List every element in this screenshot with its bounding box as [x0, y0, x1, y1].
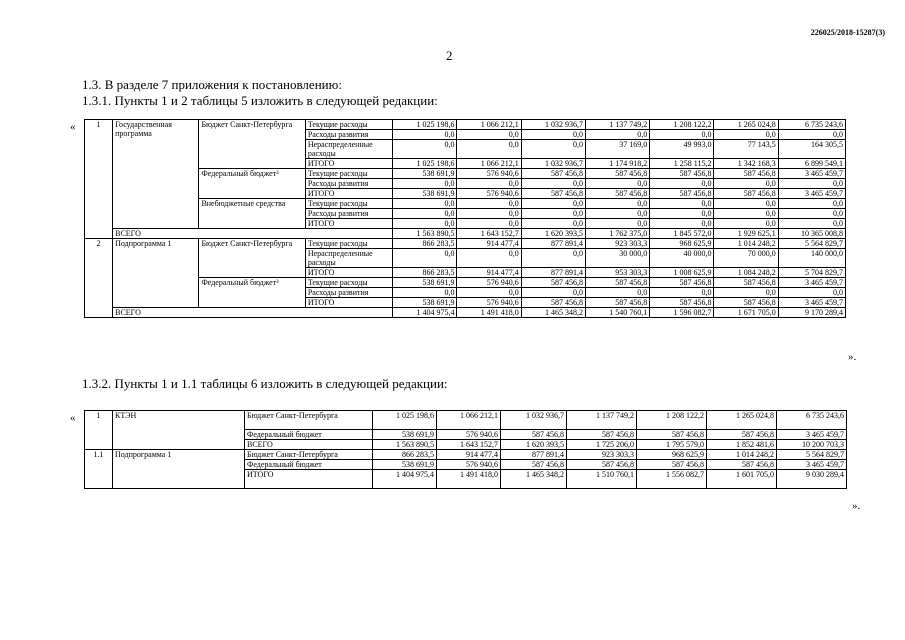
expense-type: ИТОГО [305, 298, 392, 308]
table-row [85, 239, 846, 249]
table-row [85, 278, 846, 288]
value-cell: 0,0 [521, 199, 585, 209]
total-label: ВСЕГО [113, 308, 393, 318]
value-cell: 5 564 829,7 [778, 239, 845, 249]
value-cell: 877 891,4 [501, 450, 567, 460]
program-name: Государственная программа [113, 120, 199, 229]
subsection-heading-table5: 1.3.1. Пункты 1 и 2 таблицы 5 изложить в следующей редакции: [82, 93, 438, 108]
value-cell: 587 456,8 [567, 460, 637, 470]
value-cell: 1 601 705,0 [707, 470, 777, 489]
value-cell: 0,0 [457, 209, 521, 219]
value-cell: 587 456,8 [637, 460, 707, 470]
value-cell: 1 084 248,2 [714, 268, 778, 278]
value-cell: 1 032 936,7 [521, 120, 585, 130]
value-cell: 953 303,3 [585, 268, 649, 278]
value-cell: 49 993,0 [650, 140, 714, 159]
table-5 [84, 119, 846, 318]
value-cell: 0,0 [650, 130, 714, 140]
expense-type: Нераспределенные расходы [305, 249, 392, 268]
value-cell: 0,0 [521, 249, 585, 268]
value-cell: 1 556 082,7 [637, 470, 707, 489]
value-cell: 1 137 749,2 [567, 411, 637, 430]
expense-type: ИТОГО [305, 159, 392, 169]
expense-type: Нераспределенные расходы [305, 140, 392, 159]
value-cell: 587 456,8 [585, 298, 649, 308]
value-cell: 0,0 [393, 140, 457, 159]
value-cell: 1 620 393,5 [521, 229, 585, 239]
value-cell: 1 258 115,2 [650, 159, 714, 169]
value-cell: 1 491 418,0 [457, 308, 521, 318]
value-cell: 1 137 749,2 [585, 120, 649, 130]
table-row-total [85, 308, 846, 318]
value-cell: 1 066 212,1 [437, 411, 501, 430]
value-cell: 0,0 [778, 199, 845, 209]
value-cell: 0,0 [521, 209, 585, 219]
value-cell: 0,0 [585, 288, 649, 298]
value-cell: 1 795 579,0 [637, 440, 707, 450]
value-cell: 587 456,8 [585, 278, 649, 288]
row-number: 1 [85, 411, 113, 450]
funding-source: Внебюджетные средства [199, 199, 305, 229]
value-cell: 6 735 243,6 [777, 411, 847, 430]
funding-source: Федеральный бюджет [245, 460, 373, 470]
value-cell: 866 283,5 [373, 450, 437, 460]
expense-type: ИТОГО [305, 219, 392, 229]
value-cell: 0,0 [393, 219, 457, 229]
value-cell: 587 456,8 [650, 298, 714, 308]
value-cell: 587 456,8 [501, 460, 567, 470]
value-cell: 1 845 572,0 [650, 229, 714, 239]
value-cell: 587 456,8 [707, 430, 777, 440]
expense-type: Расходы развития [305, 130, 392, 140]
value-cell: 3 465 459,7 [778, 298, 845, 308]
value-cell: 0,0 [393, 179, 457, 189]
value-cell: 0,0 [714, 209, 778, 219]
document-number: 226025/2018-15287(3) [810, 28, 885, 37]
value-cell: 1 208 122,2 [637, 411, 707, 430]
value-cell: 576 940,6 [437, 460, 501, 470]
value-cell: 0,0 [457, 130, 521, 140]
open-quote-table6: « [70, 412, 76, 424]
value-cell: 0,0 [393, 249, 457, 268]
value-cell: 1 014 248,2 [707, 450, 777, 460]
value-cell: 140 000,0 [778, 249, 845, 268]
value-cell: 1 929 625,1 [714, 229, 778, 239]
value-cell: 538 691,9 [393, 189, 457, 199]
value-cell: 587 456,8 [650, 169, 714, 179]
value-cell: 0,0 [714, 219, 778, 229]
close-quote-table5: ». [848, 351, 857, 363]
value-cell: 0,0 [393, 199, 457, 209]
value-cell: 6 899 549,1 [778, 159, 845, 169]
table-6 [84, 410, 847, 489]
value-cell: 866 283,5 [393, 239, 457, 249]
value-cell: 0,0 [457, 199, 521, 209]
value-cell: 587 456,8 [521, 278, 585, 288]
value-cell: 1 032 936,7 [521, 159, 585, 169]
value-cell: 587 456,8 [585, 189, 649, 199]
value-cell: 5 704 829,7 [778, 268, 845, 278]
funding-source: Федеральный бюджет³ [199, 278, 305, 308]
value-cell: 0,0 [778, 179, 845, 189]
value-cell: 0,0 [521, 179, 585, 189]
value-cell: 538 691,9 [393, 298, 457, 308]
value-cell: 1 643 152,7 [457, 229, 521, 239]
table-row [85, 450, 847, 460]
value-cell: 5 564 829,7 [777, 450, 847, 460]
expense-type: Расходы развития [305, 288, 392, 298]
value-cell: 576 940,6 [457, 278, 521, 288]
expense-type: ИТОГО [305, 189, 392, 199]
value-cell: 1 032 936,7 [501, 411, 567, 430]
value-cell: 587 456,8 [714, 169, 778, 179]
value-cell: 1 025 198,6 [393, 159, 457, 169]
close-quote-table6: ». [852, 500, 861, 512]
value-cell: 0,0 [457, 219, 521, 229]
value-cell: 866 283,5 [393, 268, 457, 278]
value-cell: 1 014 248,2 [714, 239, 778, 249]
value-cell: 0,0 [585, 219, 649, 229]
value-cell: 1 491 418,0 [437, 470, 501, 489]
section-heading: 1.3. В разделе 7 приложения к постановлению: [82, 77, 342, 92]
value-cell: 0,0 [521, 219, 585, 229]
value-cell: 587 456,8 [650, 278, 714, 288]
value-cell: 1 643 152,7 [437, 440, 501, 450]
value-cell: 587 456,8 [585, 169, 649, 179]
expense-type: Текущие расходы [305, 169, 392, 179]
value-cell: 9 170 289,4 [778, 308, 845, 318]
value-cell: 968 625,9 [637, 450, 707, 460]
value-cell: 576 940,6 [437, 430, 501, 440]
value-cell: 1 404 975,4 [373, 470, 437, 489]
value-cell: 0,0 [393, 130, 457, 140]
value-cell: 1 671 705,0 [714, 308, 778, 318]
value-cell: 587 456,8 [521, 298, 585, 308]
value-cell: 1 762 375,0 [585, 229, 649, 239]
funding-source: Бюджет Санкт-Петербурга [245, 411, 373, 430]
value-cell: 576 940,6 [457, 169, 521, 179]
value-cell: 1 066 212,1 [457, 120, 521, 130]
program-name: КТЭН [113, 411, 245, 450]
value-cell: 914 477,4 [437, 450, 501, 460]
value-cell: 1 596 082,7 [650, 308, 714, 318]
value-cell: 923 303,3 [567, 450, 637, 460]
value-cell: 576 940,6 [457, 189, 521, 199]
funding-source: Федеральный бюджет³ [199, 169, 305, 199]
expense-type: Текущие расходы [305, 239, 392, 249]
value-cell: 0,0 [457, 249, 521, 268]
value-cell: 1 465 348,2 [501, 470, 567, 489]
expense-type: Текущие расходы [305, 199, 392, 209]
value-cell: 3 465 459,7 [778, 189, 845, 199]
expense-type: Текущие расходы [305, 120, 392, 130]
value-cell: 0,0 [650, 219, 714, 229]
value-cell: 914 477,4 [457, 239, 521, 249]
table-row [85, 411, 847, 430]
value-cell: 587 456,8 [637, 430, 707, 440]
value-cell: 0,0 [393, 209, 457, 219]
value-cell: 70 000,0 [714, 249, 778, 268]
value-cell: 1 174 918,2 [585, 159, 649, 169]
value-cell: 0,0 [714, 199, 778, 209]
row-number: 1 [85, 120, 113, 239]
value-cell: 1 404 975,4 [393, 308, 457, 318]
value-cell: 30 000,0 [585, 249, 649, 268]
value-cell: 587 456,8 [501, 430, 567, 440]
value-cell: 1 510 760,1 [567, 470, 637, 489]
value-cell: 0,0 [778, 219, 845, 229]
value-cell: 0,0 [585, 179, 649, 189]
value-cell: 0,0 [778, 209, 845, 219]
value-cell: 587 456,8 [521, 189, 585, 199]
total-label: ВСЕГО [113, 229, 393, 239]
value-cell: 587 456,8 [714, 189, 778, 199]
value-cell: 0,0 [585, 199, 649, 209]
subsection-heading-table6: 1.3.2. Пункты 1 и 1.1 таблицы 6 изложить в следующей редакции: [82, 376, 448, 391]
value-cell: 40 000,0 [650, 249, 714, 268]
table-row [85, 169, 846, 179]
row-number: 2 [85, 239, 113, 318]
value-cell: 576 940,6 [457, 298, 521, 308]
value-cell: 10 200 703,3 [777, 440, 847, 450]
expense-type: Расходы развития [305, 179, 392, 189]
value-cell: 1 620 393,5 [501, 440, 567, 450]
value-cell: 587 456,8 [707, 460, 777, 470]
total-label: ВСЕГО [245, 440, 373, 450]
value-cell: 3 465 459,7 [778, 278, 845, 288]
table-row-total [85, 229, 846, 239]
value-cell: 0,0 [521, 288, 585, 298]
value-cell: 9 030 289,4 [777, 470, 847, 489]
table-row [85, 120, 846, 130]
value-cell: 0,0 [521, 130, 585, 140]
value-cell: 1 008 625,9 [650, 268, 714, 278]
total-label: ИТОГО [245, 470, 373, 489]
value-cell: 0,0 [778, 130, 845, 140]
value-cell: 0,0 [521, 140, 585, 159]
value-cell: 3 465 459,7 [778, 169, 845, 179]
funding-source: Бюджет Санкт-Петербурга [245, 450, 373, 460]
value-cell: 0,0 [585, 209, 649, 219]
value-cell: 0,0 [585, 130, 649, 140]
value-cell: 1 540 760,1 [585, 308, 649, 318]
value-cell: 0,0 [393, 288, 457, 298]
value-cell: 6 735 243,6 [778, 120, 845, 130]
value-cell: 0,0 [650, 288, 714, 298]
value-cell: 1 465 348,2 [521, 308, 585, 318]
value-cell: 877 891,4 [521, 268, 585, 278]
value-cell: 0,0 [650, 209, 714, 219]
value-cell: 1 852 481,6 [707, 440, 777, 450]
value-cell: 0,0 [714, 130, 778, 140]
value-cell: 1 725 206,0 [567, 440, 637, 450]
value-cell: 587 456,8 [567, 430, 637, 440]
value-cell: 0,0 [457, 288, 521, 298]
value-cell: 0,0 [714, 179, 778, 189]
funding-source: Федеральный бюджет [245, 430, 373, 440]
value-cell: 1 265 024,8 [714, 120, 778, 130]
value-cell: 1 208 122,2 [650, 120, 714, 130]
value-cell: 1 265 024,8 [707, 411, 777, 430]
value-cell: 1 025 198,6 [393, 120, 457, 130]
value-cell: 538 691,9 [373, 460, 437, 470]
value-cell: 164 305,5 [778, 140, 845, 159]
page-number: 2 [446, 48, 453, 63]
value-cell: 37 169,0 [585, 140, 649, 159]
value-cell: 1 066 212,1 [457, 159, 521, 169]
value-cell: 1 563 890,5 [393, 229, 457, 239]
value-cell: 0,0 [457, 140, 521, 159]
value-cell: 587 456,8 [714, 278, 778, 288]
value-cell: 587 456,8 [714, 298, 778, 308]
value-cell: 587 456,8 [521, 169, 585, 179]
value-cell: 3 465 459,7 [777, 460, 847, 470]
value-cell: 877 891,4 [521, 239, 585, 249]
value-cell: 538 691,9 [373, 430, 437, 440]
value-cell: 923 303,3 [585, 239, 649, 249]
value-cell: 0,0 [457, 179, 521, 189]
value-cell: 0,0 [778, 288, 845, 298]
expense-type: Расходы развития [305, 209, 392, 219]
funding-source: Бюджет Санкт-Петербурга [199, 239, 305, 278]
open-quote-table5: « [70, 121, 76, 133]
value-cell: 538 691,9 [393, 278, 457, 288]
funding-source: Бюджет Санкт-Петербурга [199, 120, 305, 169]
value-cell: 968 625,9 [650, 239, 714, 249]
expense-type: Текущие расходы [305, 278, 392, 288]
value-cell: 1 025 198,6 [373, 411, 437, 430]
value-cell: 3 465 459,7 [777, 430, 847, 440]
value-cell: 0,0 [714, 288, 778, 298]
program-name: Подпрограмма 1 [113, 450, 245, 489]
table-row [85, 199, 846, 209]
value-cell: 77 143,5 [714, 140, 778, 159]
value-cell: 1 563 890,5 [373, 440, 437, 450]
value-cell: 914 477,4 [457, 268, 521, 278]
value-cell: 0,0 [650, 199, 714, 209]
row-number: 1.1 [85, 450, 113, 489]
value-cell: 0,0 [650, 179, 714, 189]
program-name: Подпрограмма 1 [113, 239, 199, 308]
value-cell: 587 456,8 [650, 189, 714, 199]
value-cell: 1 342 168,3 [714, 159, 778, 169]
value-cell: 538 691,9 [393, 169, 457, 179]
value-cell: 10 365 008,8 [778, 229, 845, 239]
expense-type: ИТОГО [305, 268, 392, 278]
